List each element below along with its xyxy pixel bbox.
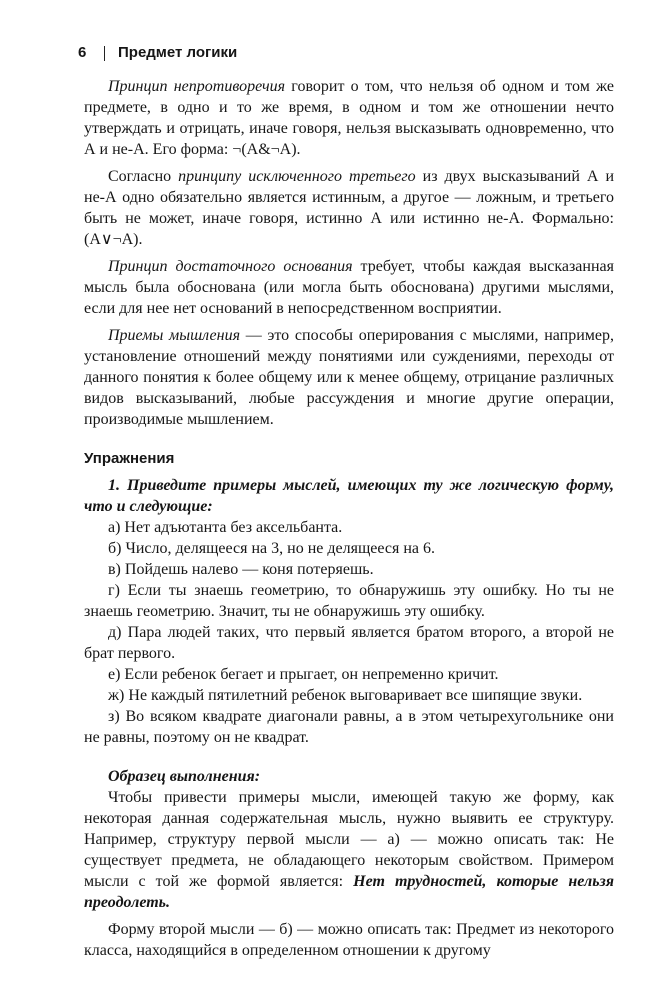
paragraph-text: из двух высказываний А и не-А одно обязательно является истинным, а другое — ложным, и третьего быть не может, иначе говоря, истинно А или истинно не-А. Формально: (А∨¬А). xyxy=(84,168,615,248)
exercise-list xyxy=(84,517,614,748)
paragraph-excluded-middle xyxy=(84,166,614,250)
paragraph-text: говорит о том, что нельзя об одном и том же предмете, в одно и то же время, в одном и том же отношении нечто утверждать и отрицать, иначе говоря, нельзя высказывать одновременно, что А и не-А. Его форма: ¬(А&¬А). xyxy=(84,78,615,158)
header-separator xyxy=(104,46,105,61)
paragraph-text: Чтобы привести примеры мысли, имеющей такую же форму, как некоторая данная содержательная мысль, нужно выявить ее структуру. Например, структуру первой мысли — а) — можно описать так: Не существует предмета, не обладающего некоторым свойством. Примером мысли с той же формой является: xyxy=(84,789,614,890)
list-item: д) Пара людей таких, что первый является братом второго, а второй не брат первого. xyxy=(84,624,614,662)
list-item: ж) Не каждый пятилетний ребенок выговаривает все шипящие звуки. xyxy=(108,687,583,704)
paragraph-text: требует, чтобы каждая высказанная мысль была обоснована (или могла быть обоснована) другими мыслями, если для нее нет оснований в непосредственном восприятии. xyxy=(84,258,614,317)
term-sufficient-reason: Принцип достаточного основания xyxy=(108,258,353,275)
sample-paragraph-1 xyxy=(84,787,614,913)
exercises-heading: Упражнения xyxy=(84,450,175,467)
paragraph-noncontradiction xyxy=(84,76,614,160)
page-number: 6 xyxy=(78,44,87,61)
paragraph-text: — это способы оперирования с мыслями, например, установление отношений между понятиями или суждениями, переходы от данного понятия к более общему или к менее общему, отрицание различных видов высказываний, любые рассуждения и многие другие операции, производимые мышлением. xyxy=(84,327,614,428)
sample-heading: Образец выполнения: xyxy=(108,768,261,785)
paragraph-thinking-methods xyxy=(84,325,614,430)
term-noncontradiction: Принцип непротиворечия xyxy=(108,78,286,95)
list-item: б) Число, делящееся на 3, но не делящееся на 6. xyxy=(108,540,436,557)
list-item: в) Пойдешь налево — коня потеряешь. xyxy=(108,561,374,578)
list-item: а) Нет адъютанта без аксельбанта. xyxy=(108,519,343,536)
page-body xyxy=(84,76,614,961)
sample-example: Нет трудностей, которые нельзя преодолеть. xyxy=(84,873,615,911)
term-thinking-methods: Приемы мышления xyxy=(108,327,241,344)
chapter-title: Предмет логики xyxy=(118,44,238,61)
list-item: з) Во всяком квадрате диагонали равны, а в этом четырехугольнике они не равны, поэтому он не квадрат. xyxy=(84,708,614,746)
exercise-task: 1. Приведите примеры мыслей, имеющих ту же логическую форму, что и следующие: xyxy=(84,477,614,515)
running-header xyxy=(78,44,638,68)
paragraph-sufficient-reason xyxy=(84,256,614,319)
paragraph-lead: Согласно xyxy=(108,168,179,185)
list-item: г) Если ты знаешь геометрию, то обнаружишь эту ошибку. Но ты не знаешь геометрию. Значит, ты не обнаружишь эту ошибку. xyxy=(84,582,614,620)
sample-paragraph-2: Форму второй мысли — б) — можно описать так: Предмет из некоторого класса, находящийся в определенном отношении к другому xyxy=(84,921,614,959)
list-item: е) Если ребенок бегает и прыгает, он непременно кричит. xyxy=(108,666,499,683)
term-excluded-middle: принципу исключенного третьего xyxy=(178,168,416,185)
